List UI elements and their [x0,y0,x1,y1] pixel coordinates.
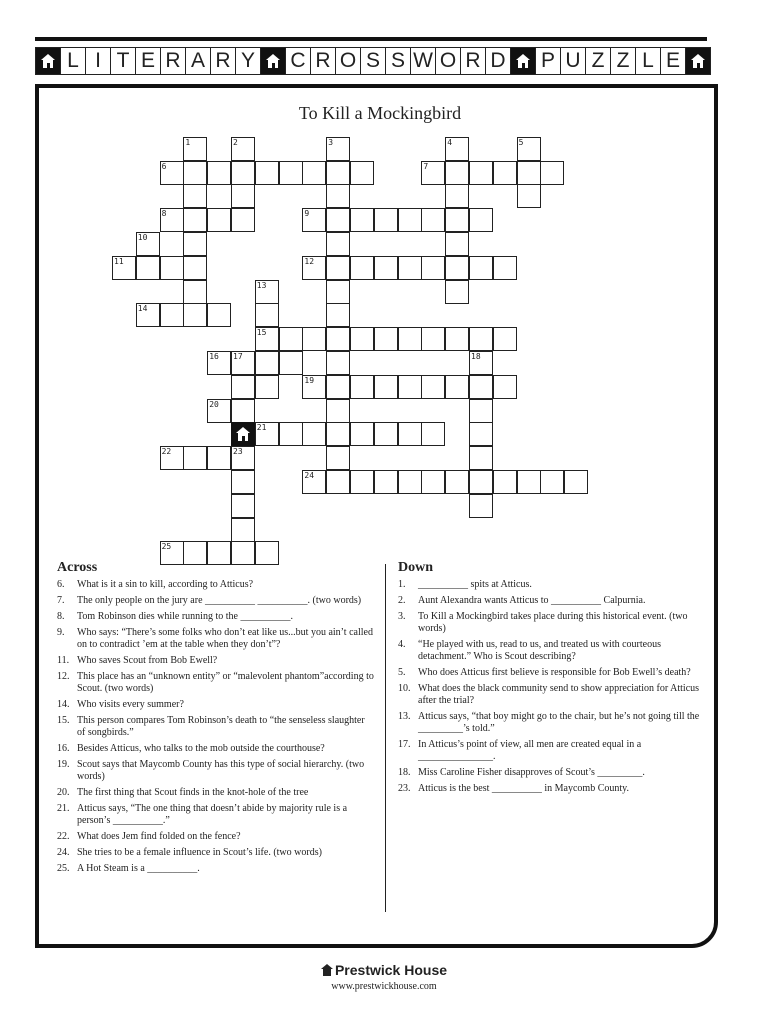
clue-label: 22. [57,831,70,842]
grid-cell[interactable] [255,161,279,185]
grid-cell[interactable] [302,256,326,280]
banner-house-icon [260,47,286,75]
clue-number: 17 [233,352,243,361]
banner-house-icon [685,47,711,75]
banner-letter: O [435,47,461,75]
grid-cell[interactable] [279,327,303,351]
grid-cell[interactable] [160,161,184,185]
banner-letter: R [460,47,486,75]
clue-text: To Kill a Mockingbird takes place during this historical event. (two words) [418,611,688,634]
publisher-name: Prestwick House [334,962,448,978]
down-heading: Down [398,560,434,575]
clue-number: 13 [256,280,267,290]
clue-label: 18. [398,767,411,778]
grid-cell[interactable] [207,161,231,185]
banner-letter: L [635,47,661,75]
clue-label: 15. [57,715,70,726]
clue-number: 18 [471,352,481,361]
clue-label: 11. [57,655,70,666]
grid-cell[interactable] [136,303,160,327]
clue-label: 17. [398,739,411,750]
clue-number: 11 [114,256,124,266]
grid-cell[interactable] [326,137,350,161]
across-clue [57,743,375,755]
across-clue-list [57,579,375,875]
banner-letter: R [160,47,186,75]
grid-cell[interactable] [517,137,541,161]
grid-cell[interactable] [469,446,493,470]
grid-cell[interactable] [350,422,374,446]
clue-text: What is it a sin to kill, according to Atticus? [77,579,254,590]
grid-cell[interactable] [421,375,445,399]
across-clue [57,759,375,783]
across-heading: Across [57,560,98,575]
grid-cell[interactable] [445,256,469,280]
clue-label: 19. [57,759,70,770]
grid-cell[interactable] [326,256,350,280]
grid-cell[interactable] [469,494,493,518]
grid-cell[interactable] [326,161,350,185]
down-clue [398,667,704,679]
clue-number: 23 [233,447,243,457]
grid-cell[interactable] [374,375,398,399]
grid-cell[interactable] [302,327,326,351]
clue-number: 3 [328,137,334,147]
clue-number: 9 [304,209,310,219]
grid-cell[interactable] [540,161,564,185]
grid-cell[interactable] [493,470,517,494]
down-clue [398,683,704,707]
banner-letter: W [410,47,436,75]
grid-cell[interactable] [231,184,255,208]
clue-label: 12. [57,671,70,682]
clue-label: 10. [398,683,411,694]
grid-cell[interactable] [398,208,422,232]
grid-cell[interactable] [207,351,231,375]
grid-cell[interactable] [350,161,374,185]
banner-letter: P [535,47,561,75]
house-logo-icon [321,964,333,976]
clue-text: This place has an “unknown entity” or “malevolent phantom”according to Scout. (two words) [77,671,374,694]
banner-letter: S [360,47,386,75]
across-clue [57,579,375,591]
clue-text: Miss Caroline Fisher disapproves of Scout’s _________. [418,767,645,778]
banner-letter: R [210,47,236,75]
grid-cell[interactable] [231,208,255,232]
grid-cell[interactable] [421,208,445,232]
grid-cell[interactable] [255,280,279,304]
down-clue [398,579,704,591]
house-icon [40,53,56,69]
clue-label: 23. [398,783,411,794]
grid-cell[interactable] [374,208,398,232]
grid-cell[interactable] [231,375,255,399]
grid-cell[interactable] [469,375,493,399]
grid-cell[interactable] [350,208,374,232]
across-clue [57,831,375,843]
grid-cell[interactable] [326,446,350,470]
clue-number: 21 [256,423,267,433]
clue-label: 6. [57,579,65,590]
grid-cell[interactable] [469,161,493,185]
grid-cell[interactable] [421,327,445,351]
grid-cell[interactable] [255,303,279,327]
clue-text: This person compares Tom Robinson’s death to “the senseless slaughter of songbirds.” [77,715,365,738]
down-clues [398,562,704,799]
grid-cell[interactable] [374,256,398,280]
grid-cell[interactable] [493,256,517,280]
clue-number: 19 [304,375,315,385]
black-house-cell [231,422,255,446]
grid-cell[interactable] [326,184,350,208]
clue-label: 8. [57,611,65,622]
grid-cell[interactable] [231,137,255,161]
grid-cell[interactable] [469,327,493,351]
grid-cell[interactable] [493,375,517,399]
clue-text: Besides Atticus, who talks to the mob outside the courthouse? [77,743,325,754]
grid-cell[interactable] [183,161,207,185]
grid-cell[interactable] [469,208,493,232]
grid-cell[interactable] [255,375,279,399]
banner-letter: E [135,47,161,75]
grid-cell[interactable] [231,446,255,470]
grid-cell[interactable] [421,161,445,185]
clue-text: “He played with us, read to us, and treated us with courteous detachment.” Who is Scout describing? [418,639,661,662]
clue-number: 22 [161,447,172,457]
banner-letter: T [110,47,136,75]
grid-cell[interactable] [374,470,398,494]
grid-cell[interactable] [160,208,184,232]
grid-cell[interactable] [445,470,469,494]
clue-text: Atticus says, “The one thing that doesn’t abide by majority rule is a person’s __________.” [77,803,348,826]
grid-cell[interactable] [207,399,231,423]
clue-text: Aunt Alexandra wants Atticus to __________ Calpurnia. [418,595,646,606]
grid-cell[interactable] [350,470,374,494]
down-clue [398,611,704,635]
clue-number: 6 [161,161,167,171]
grid-cell[interactable] [469,399,493,423]
house-icon [265,53,281,69]
grid-cell[interactable] [255,327,279,351]
banner-letter: I [85,47,111,75]
grid-cell[interactable] [540,470,564,494]
grid-cell[interactable] [421,422,445,446]
clue-text: Tom Robinson dies while running to the __________. [77,611,293,622]
grid-cell[interactable] [183,280,207,304]
grid-cell[interactable] [183,303,207,327]
grid-cell[interactable] [350,327,374,351]
grid-cell[interactable] [231,470,255,494]
clue-label: 4. [398,639,406,650]
clue-number: 14 [137,304,148,314]
clue-text: The first thing that Scout finds in the knot-hole of the tree [77,787,309,798]
clue-text: In Atticus’s point of view, all men are created equal in a _______________. [418,739,642,762]
grid-cell[interactable] [326,232,350,256]
banner-letter: Z [610,47,636,75]
grid-cell[interactable] [160,303,184,327]
clue-number: 12 [304,256,315,266]
across-clue [57,699,375,711]
across-clue [57,595,375,607]
grid-cell[interactable] [183,184,207,208]
grid-cell[interactable] [231,518,255,542]
grid-cell[interactable] [183,232,207,256]
grid-cell[interactable] [326,303,350,327]
down-clue [398,767,704,779]
clue-text: A Hot Steam is a __________. [77,863,200,874]
grid-cell[interactable] [398,327,422,351]
grid-cell[interactable] [207,446,231,470]
clue-label: 9. [57,627,65,638]
grid-cell[interactable] [183,208,207,232]
grid-cell[interactable] [183,137,207,161]
grid-cell[interactable] [374,327,398,351]
grid-cell[interactable] [302,208,326,232]
publisher-url: www.prestwickhouse.com [331,981,437,992]
grid-cell[interactable] [326,422,350,446]
grid-cell[interactable] [183,256,207,280]
clue-number: 4 [447,137,453,147]
grid-cell[interactable] [445,208,469,232]
house-icon [235,426,251,442]
top-rule [35,37,707,41]
clue-number: 2 [233,137,238,147]
clue-label: 24. [57,847,70,858]
clue-text: Who says: “There’s some folks who don’t eat like us...but you ain’t called on to contradict ’em at the table when they don’t”? [77,627,373,650]
banner-letter: A [185,47,211,75]
clue-number: 8 [161,209,167,219]
clue-text: What does the black community send to show appreciation for Atticus after the trial? [418,683,700,706]
clue-label: 21. [57,803,70,814]
clue-text: Who saves Scout from Bob Ewell? [77,655,218,666]
down-clue [398,639,704,663]
grid-cell[interactable] [231,351,255,375]
clue-number: 1 [185,137,191,147]
literary-crossword-puzzle-banner [35,47,733,75]
grid-cell[interactable] [231,161,255,185]
clue-label: 2. [398,595,406,606]
grid-cell[interactable] [326,208,350,232]
banner-letter: U [560,47,586,75]
across-clue [57,863,375,875]
grid-cell[interactable] [326,280,350,304]
grid-cell[interactable] [445,232,469,256]
grid-cell[interactable] [136,256,160,280]
grid-cell[interactable] [255,422,279,446]
clue-text: __________ spits at Atticus. [418,579,532,590]
clue-number: 10 [137,233,148,242]
banner-letter: D [485,47,511,75]
clue-label: 20. [57,787,70,798]
grid-cell[interactable] [207,303,231,327]
clue-text: Atticus says, “that boy might go to the chair, but he’s not going till the _________’s told.” [418,711,700,734]
grid-cell[interactable] [398,256,422,280]
clue-number: 15 [256,328,267,338]
grid-cell[interactable] [517,184,541,208]
clue-text: She tries to be a female influence in Scout’s life. (two words) [77,847,322,858]
clue-label: 25. [57,863,70,874]
clue-number: 25 [161,542,172,552]
clue-label: 5. [398,667,406,678]
down-clue [398,711,704,735]
clue-label: 3. [398,611,406,622]
down-clue [398,783,704,795]
house-icon [515,53,531,69]
clue-label: 14. [57,699,70,710]
grid-cell[interactable] [350,256,374,280]
grid-cell[interactable] [326,351,350,375]
grid-cell[interactable] [445,375,469,399]
clue-number: 5 [518,137,524,147]
grid-cell[interactable] [517,470,541,494]
grid-cell[interactable] [398,422,422,446]
banner-letter: C [285,47,311,75]
grid-cell[interactable] [136,232,160,256]
clue-label: 7. [57,595,65,606]
clue-text: Who does Atticus first believe is responsible for Bob Ewell’s death? [418,667,691,678]
grid-cell[interactable] [160,256,184,280]
grid-cell[interactable] [469,256,493,280]
grid-cell[interactable] [445,280,469,304]
grid-cell[interactable] [350,375,374,399]
clue-number: 7 [423,161,429,171]
clue-text: Who visits every summer? [77,699,184,710]
grid-cell[interactable] [398,375,422,399]
grid-cell[interactable] [421,470,445,494]
banner-letter: Y [235,47,261,75]
grid-cell[interactable] [279,422,303,446]
clue-number: 16 [209,352,219,361]
down-clue [398,739,704,763]
publisher-logo [0,962,768,978]
banner-house-icon [510,47,536,75]
clue-label: 13. [398,711,411,722]
column-divider [385,564,386,912]
grid-cell[interactable] [469,470,493,494]
grid-cell[interactable] [493,161,517,185]
banner-letter: S [385,47,411,75]
clue-text: What does Jem find folded on the fence? [77,831,241,842]
grid-cell[interactable] [326,327,350,351]
grid-cell[interactable] [279,351,303,375]
puzzle-title: To Kill a Mockingbird [298,103,462,123]
across-clue [57,803,375,827]
grid-cell[interactable] [326,399,350,423]
grid-cell[interactable] [231,399,255,423]
across-clue [57,611,375,623]
across-clue [57,671,375,695]
grid-cell[interactable] [445,161,469,185]
clue-text: The only people on the jury are __________ __________. (two words) [77,595,362,606]
grid-cell[interactable] [326,470,350,494]
grid-cell[interactable] [255,351,279,375]
grid-cell[interactable] [112,256,136,280]
grid-cell[interactable] [445,327,469,351]
banner-letter: Z [585,47,611,75]
grid-cell[interactable] [279,161,303,185]
banner-letter: E [660,47,686,75]
across-clue [57,847,375,859]
grid-cell[interactable] [326,375,350,399]
grid-cell[interactable] [302,375,326,399]
grid-cell[interactable] [231,494,255,518]
grid-cell[interactable] [160,446,184,470]
grid-cell[interactable] [302,161,326,185]
clue-text: Scout says that Maycomb County has this type of social hierarchy. (two words) [77,759,365,782]
across-clue [57,787,375,799]
grid-cell[interactable] [302,422,326,446]
clue-number: 24 [304,471,315,480]
across-clue [57,655,375,667]
banner-letter: O [335,47,361,75]
clue-number: 20 [209,399,219,409]
grid-cell[interactable] [564,470,588,494]
grid-cell[interactable] [469,351,493,375]
banner-letter: R [310,47,336,75]
across-clues [57,562,375,879]
down-clue-list [398,579,704,795]
grid-cell[interactable] [517,161,541,185]
grid-cell[interactable] [493,327,517,351]
grid-cell[interactable] [445,137,469,161]
house-icon [690,53,706,69]
down-clue [398,595,704,607]
grid-cell[interactable] [421,256,445,280]
banner-letter: L [60,47,86,75]
grid-cell[interactable] [469,422,493,446]
grid-cell[interactable] [207,208,231,232]
grid-cell[interactable] [445,184,469,208]
banner-house-icon [35,47,61,75]
clue-text: Atticus is the best __________ in Maycomb County. [418,783,630,794]
grid-cell[interactable] [183,446,207,470]
clue-label: 1. [398,579,406,590]
grid-cell[interactable] [302,470,326,494]
clue-label: 16. [57,743,70,754]
across-clue [57,627,375,651]
across-clue [57,715,375,739]
grid-cell[interactable] [398,470,422,494]
grid-cell[interactable] [374,422,398,446]
